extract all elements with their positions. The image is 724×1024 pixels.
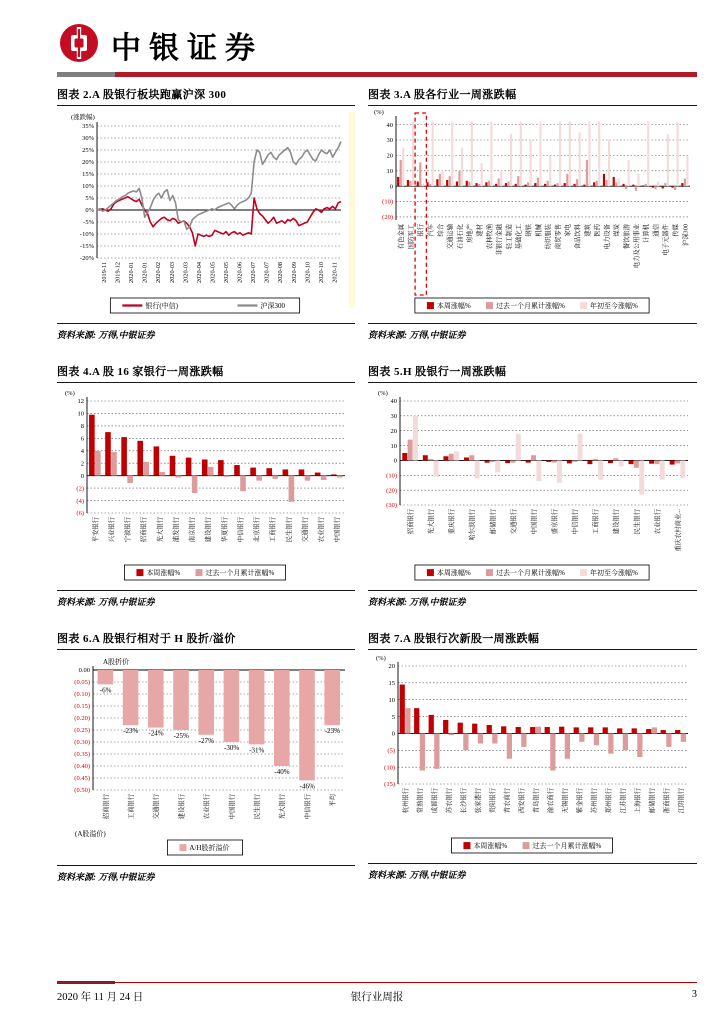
svg-text:2020-05: 2020-05	[209, 262, 217, 283]
svg-text:建材: 建材	[476, 224, 484, 237]
svg-text:-25%: -25%	[173, 732, 189, 740]
svg-text:(0.20): (0.20)	[74, 715, 90, 723]
svg-text:无锡银行: 无锡银行	[561, 788, 569, 814]
svg-text:A/H股折溢价: A/H股折溢价	[189, 843, 230, 852]
boc-logo-icon	[57, 21, 101, 70]
svg-text:汽车: 汽车	[427, 224, 435, 237]
figure-7-card	[368, 630, 697, 883]
figure-2-title: 图表 2.A 股银行板块跑赢沪深 300	[57, 86, 355, 106]
svg-text:平均: 平均	[329, 794, 337, 807]
svg-text:过去一个月累计涨幅%: 过去一个月累计涨幅%	[495, 301, 565, 310]
figure-3-card	[368, 86, 697, 341]
svg-text:中信银行: 中信银行	[304, 794, 312, 820]
svg-text:5: 5	[391, 713, 395, 721]
svg-text:20%: 20%	[82, 159, 94, 167]
svg-text:光大银行: 光大银行	[279, 794, 287, 820]
svg-text:煤炭: 煤炭	[613, 224, 621, 237]
svg-text:过去一个月累计涨幅%: 过去一个月累计涨幅%	[532, 841, 602, 850]
figure-7-title: 图表 7.A 股银行次新股一周涨跌幅	[368, 630, 697, 650]
svg-text:35%: 35%	[82, 123, 94, 131]
svg-text:2020-03: 2020-03	[168, 262, 176, 283]
figure-4-title: 图表 4.A 股 16 家银行一周涨跌幅	[57, 363, 355, 383]
svg-text:贵阳银行: 贵阳银行	[489, 788, 497, 814]
svg-text:-27%: -27%	[198, 736, 214, 745]
svg-text:2020-03: 2020-03	[182, 262, 190, 283]
footer-divider-thick	[57, 981, 115, 984]
svg-text:20: 20	[390, 427, 397, 435]
svg-text:0: 0	[391, 730, 395, 738]
figure-6-title: 图表 6.A 股银行相对于 H 股折/溢价	[57, 630, 355, 650]
svg-text:-23%: -23%	[123, 727, 139, 736]
svg-text:-31%: -31%	[249, 746, 265, 755]
svg-text:(30): (30)	[386, 502, 397, 510]
svg-text:国防军工: 国防军工	[407, 224, 415, 250]
svg-text:工商银行: 工商银行	[128, 794, 135, 820]
svg-text:重庆银行: 重庆银行	[448, 509, 456, 535]
svg-text:-30%: -30%	[224, 744, 240, 752]
svg-text:纺织服装: 纺织服装	[545, 224, 553, 250]
figure-2-source: 资料来源: 万得,中银证券	[57, 323, 355, 341]
svg-text:银行(中信): 银行(中信)	[145, 301, 179, 310]
svg-text:电力及公用事业: 电力及公用事业	[633, 224, 641, 269]
svg-text:房地产: 房地产	[466, 224, 474, 243]
svg-text:非银行金融: 非银行金融	[496, 224, 504, 256]
svg-text:2: 2	[80, 460, 84, 468]
svg-text:长沙银行: 长沙银行	[460, 788, 468, 814]
svg-text:农业银行: 农业银行	[203, 794, 211, 820]
svg-text:沪深300: 沪深300	[260, 301, 285, 310]
svg-text:20: 20	[386, 152, 393, 160]
svg-text:(0.05): (0.05)	[74, 679, 90, 687]
svg-text:机械: 机械	[535, 224, 543, 237]
svg-text:0: 0	[80, 472, 84, 480]
svg-text:(0.25): (0.25)	[74, 727, 90, 735]
svg-text:(10): (10)	[386, 472, 397, 480]
svg-text:邮储银行: 邮储银行	[648, 788, 656, 814]
svg-text:10: 10	[386, 167, 393, 175]
svg-text:本周涨幅%: 本周涨幅%	[436, 301, 471, 310]
svg-text:传媒: 传媒	[672, 224, 680, 237]
svg-text:-23%: -23%	[324, 727, 340, 736]
svg-text:建设银行: 建设银行	[205, 517, 213, 543]
svg-text:40: 40	[386, 121, 393, 129]
svg-text:30: 30	[386, 137, 393, 145]
svg-text:(2): (2)	[76, 485, 84, 493]
svg-text:本周涨幅%: 本周涨幅%	[146, 568, 181, 577]
svg-text:中国银行: 中国银行	[228, 794, 236, 820]
svg-text:平安银行: 平安银行	[92, 517, 100, 543]
svg-text:钢铁: 钢铁	[525, 224, 533, 237]
brand-row	[57, 22, 697, 68]
svg-text:(0.45): (0.45)	[74, 775, 90, 783]
figure-5-title: 图表 5.H 股银行一周涨跌幅	[368, 363, 697, 383]
svg-text:银行: 银行	[417, 224, 425, 237]
svg-text:过去一个月累计涨幅%: 过去一个月累计涨幅%	[495, 568, 565, 577]
brand-name: 中银证券	[111, 32, 263, 65]
svg-text:2019-11: 2019-11	[100, 262, 108, 283]
svg-text:(0.10): (0.10)	[74, 691, 90, 699]
header-divider	[57, 72, 697, 77]
svg-text:江阴银行: 江阴银行	[677, 788, 685, 814]
svg-text:(%): (%)	[65, 390, 75, 397]
svg-text:4: 4	[80, 447, 84, 455]
svg-text:0: 0	[389, 183, 393, 191]
svg-text:农林牧渔: 农林牧渔	[486, 224, 494, 250]
svg-text:建筑: 建筑	[584, 224, 592, 237]
svg-text:2019-12: 2019-12	[114, 262, 122, 283]
svg-text:石油石化: 石油石化	[456, 224, 464, 250]
svg-text:-10%: -10%	[79, 231, 94, 239]
svg-text:宁波银行: 宁波银行	[124, 517, 132, 543]
svg-text:8: 8	[80, 423, 84, 431]
svg-text:工商银行: 工商银行	[592, 509, 600, 535]
svg-text:5%: 5%	[85, 195, 94, 203]
svg-text:15: 15	[388, 680, 395, 688]
svg-text:-6%: -6%	[99, 686, 112, 695]
svg-text:食品饮料: 食品饮料	[574, 224, 582, 250]
svg-text:2020-10: 2020-10	[317, 262, 325, 283]
svg-text:(0.30): (0.30)	[74, 739, 90, 747]
svg-text:光大银行: 光大银行	[428, 509, 436, 535]
svg-text:北京银行: 北京银行	[253, 517, 261, 543]
svg-text:民生银行: 民生银行	[285, 517, 293, 543]
footer-date: 2020 年 11 月 24 日	[57, 992, 144, 1003]
svg-text:医药: 医药	[594, 224, 602, 237]
figure-4-plot	[57, 383, 355, 588]
svg-text:江苏银行: 江苏银行	[619, 788, 627, 814]
svg-text:2020-08: 2020-08	[277, 262, 285, 283]
svg-text:招商银行: 招商银行	[407, 509, 415, 535]
svg-text:盛京银行: 盛京银行	[551, 509, 559, 535]
figure-3-source: 资料来源: 万得,中银证券	[368, 323, 697, 341]
svg-text:商贸零售: 商贸零售	[554, 224, 562, 250]
svg-text:(%): (%)	[376, 655, 386, 662]
svg-text:10: 10	[77, 410, 84, 418]
svg-text:综合: 综合	[437, 224, 445, 237]
svg-text:常熟银行: 常熟银行	[416, 788, 424, 814]
svg-text:0: 0	[393, 457, 397, 465]
svg-text:25%: 25%	[82, 147, 94, 155]
svg-text:邮储银行: 邮储银行	[489, 509, 497, 535]
svg-text:南京银行: 南京银行	[189, 517, 197, 543]
svg-text:中国银行: 中国银行	[530, 509, 538, 535]
figure-2-plot	[57, 106, 355, 321]
svg-text:2020-01: 2020-01	[128, 262, 136, 283]
svg-text:浦发银行: 浦发银行	[172, 517, 180, 543]
svg-text:上海银行: 上海银行	[634, 788, 642, 814]
svg-text:(0.40): (0.40)	[74, 763, 90, 771]
report-header	[57, 22, 697, 77]
svg-text:杭州银行: 杭州银行	[402, 788, 410, 814]
svg-text:2020-02: 2020-02	[155, 262, 163, 283]
report-footer	[57, 981, 697, 1004]
svg-text:华夏银行: 华夏银行	[221, 517, 229, 543]
svg-text:民生银行: 民生银行	[254, 794, 261, 820]
svg-text:年初至今涨幅%: 年初至今涨幅%	[590, 568, 638, 577]
svg-text:通信: 通信	[652, 224, 660, 237]
figure-6-plot	[57, 650, 355, 863]
svg-text:20: 20	[388, 663, 395, 671]
svg-text:交通运输: 交通运输	[447, 224, 455, 250]
svg-text:(6): (6)	[76, 510, 84, 518]
svg-text:-46%: -46%	[299, 782, 315, 791]
svg-text:兴业银行: 兴业银行	[108, 517, 116, 543]
svg-text:2020-06: 2020-06	[236, 262, 244, 283]
svg-text:(0.50): (0.50)	[74, 787, 90, 795]
svg-text:-5%: -5%	[83, 219, 94, 227]
svg-text:-15%: -15%	[79, 243, 94, 251]
figure-4-source: 资料来源: 万得,中银证券	[57, 590, 355, 608]
svg-text:-24%: -24%	[148, 729, 164, 738]
svg-text:交通银行: 交通银行	[510, 509, 518, 535]
svg-text:10%: 10%	[82, 183, 94, 191]
svg-text:(0.15): (0.15)	[74, 703, 90, 711]
svg-text:招商银行: 招商银行	[140, 517, 148, 543]
svg-text:10: 10	[388, 696, 395, 704]
svg-text:成都银行: 成都银行	[431, 788, 439, 814]
footer-report-title: 银行业周报	[350, 992, 404, 1003]
svg-text:建设银行: 建设银行	[178, 794, 186, 820]
svg-text:(%): (%)	[378, 390, 388, 397]
svg-text:本周涨幅%: 本周涨幅%	[473, 841, 508, 850]
svg-text:交通银行: 交通银行	[301, 517, 309, 543]
svg-text:基础化工: 基础化工	[515, 224, 523, 250]
figure-5-source: 资料来源: 万得,中银证券	[368, 590, 697, 608]
svg-text:2020-01: 2020-01	[141, 262, 149, 283]
svg-text:浙商银行: 浙商银行	[663, 788, 671, 814]
figure-4-card	[57, 363, 355, 608]
figure-7-plot	[368, 650, 697, 861]
figure-5-plot	[368, 383, 697, 588]
svg-text:6: 6	[80, 435, 84, 443]
svg-text:光大银行: 光大银行	[156, 517, 164, 543]
svg-text:(A股溢价): (A股溢价)	[75, 830, 106, 838]
svg-text:计算机: 计算机	[643, 224, 651, 243]
svg-text:餐饮旅游: 餐饮旅游	[623, 224, 631, 250]
figure-3-plot	[368, 106, 697, 321]
svg-text:中信银行: 中信银行	[237, 517, 245, 543]
figure-7-source: 资料来源: 万得,中银证券	[368, 863, 697, 881]
svg-text:-20%: -20%	[79, 255, 94, 263]
svg-text:有色金属: 有色金属	[398, 224, 406, 250]
svg-text:2020-07: 2020-07	[263, 262, 271, 283]
figure-6-card	[57, 630, 355, 883]
svg-text:0.00: 0.00	[78, 667, 90, 675]
svg-text:苏农银行: 苏农银行	[445, 788, 453, 814]
figure-5-card	[368, 363, 697, 608]
svg-text:本周涨幅%: 本周涨幅%	[436, 568, 471, 577]
svg-text:(涨跌幅): (涨跌幅)	[71, 114, 95, 121]
svg-text:2020-09: 2020-09	[290, 262, 298, 283]
svg-text:A股折价: A股折价	[103, 658, 130, 666]
svg-text:2020-11: 2020-11	[331, 262, 339, 283]
svg-text:电力设备: 电力设备	[603, 224, 611, 250]
svg-text:交通银行: 交通银行	[153, 794, 161, 820]
svg-text:(10): (10)	[384, 764, 395, 772]
svg-text:中信银行: 中信银行	[572, 509, 580, 535]
svg-text:农业银行: 农业银行	[654, 509, 662, 535]
footer-divider-thin	[115, 982, 697, 984]
svg-text:沪深300: 沪深300	[682, 224, 690, 247]
svg-text:张家港行: 张家港行	[474, 788, 482, 814]
svg-text:2020-07: 2020-07	[250, 262, 258, 283]
svg-text:2020-10: 2020-10	[304, 262, 312, 283]
svg-text:30%: 30%	[82, 135, 94, 143]
svg-text:建设银行: 建设银行	[613, 509, 621, 535]
svg-text:12: 12	[77, 398, 84, 406]
svg-text:中国银行: 中国银行	[334, 517, 342, 543]
header-divider-gray	[57, 72, 115, 77]
svg-text:(15): (15)	[384, 781, 395, 789]
svg-text:渝农商行: 渝农商行	[547, 788, 555, 814]
figures-grid	[57, 86, 697, 883]
svg-text:紫金银行: 紫金银行	[576, 788, 584, 814]
svg-text:15%: 15%	[82, 171, 94, 179]
svg-text:电子元器件: 电子元器件	[662, 224, 670, 256]
svg-text:过去一个月累计涨幅%: 过去一个月累计涨幅%	[205, 568, 275, 577]
svg-text:郑州银行: 郑州银行	[605, 788, 613, 814]
svg-text:30: 30	[390, 413, 397, 421]
svg-text:-40%: -40%	[274, 768, 290, 776]
svg-text:(0.35): (0.35)	[74, 751, 90, 759]
svg-text:40: 40	[390, 398, 397, 406]
svg-text:2020-05: 2020-05	[222, 262, 230, 283]
footer-page-number: 3	[691, 989, 697, 1000]
svg-text:轻工制造: 轻工制造	[505, 224, 513, 250]
svg-text:(5): (5)	[387, 747, 395, 755]
svg-text:2020-04: 2020-04	[195, 262, 203, 283]
highlight-strip	[349, 112, 355, 308]
svg-text:青农商行: 青农商行	[503, 788, 511, 814]
svg-text:家电: 家电	[564, 224, 572, 237]
svg-text:(20): (20)	[386, 487, 397, 495]
svg-text:重庆农村商业...: 重庆农村商业...	[674, 509, 682, 552]
svg-text:0%: 0%	[85, 207, 94, 215]
svg-text:(10): (10)	[382, 198, 393, 206]
svg-text:(%): (%)	[374, 110, 384, 116]
svg-text:年初至今涨幅%: 年初至今涨幅%	[590, 301, 638, 310]
footer-divider	[57, 981, 697, 984]
svg-text:(20): (20)	[382, 214, 393, 222]
svg-text:苏州银行: 苏州银行	[590, 788, 598, 814]
svg-text:民生银行: 民生银行	[633, 509, 641, 535]
header-divider-red	[115, 72, 697, 77]
svg-text:(4): (4)	[76, 497, 84, 505]
svg-text:招商银行: 招商银行	[102, 794, 110, 820]
svg-text:哈尔滨银行: 哈尔滨银行	[469, 509, 477, 541]
svg-text:10: 10	[390, 442, 397, 450]
figure-3-title: 图表 3.A 股各行业一周涨跌幅	[368, 86, 697, 106]
svg-text:农业银行: 农业银行	[318, 517, 326, 543]
svg-text:青岛银行: 青岛银行	[532, 788, 540, 814]
svg-text:西安银行: 西安银行	[518, 788, 526, 814]
figure-6-source: 资料来源: 万得,中银证券	[57, 865, 355, 883]
figure-2-card	[57, 86, 355, 341]
svg-text:工商银行: 工商银行	[269, 517, 277, 543]
